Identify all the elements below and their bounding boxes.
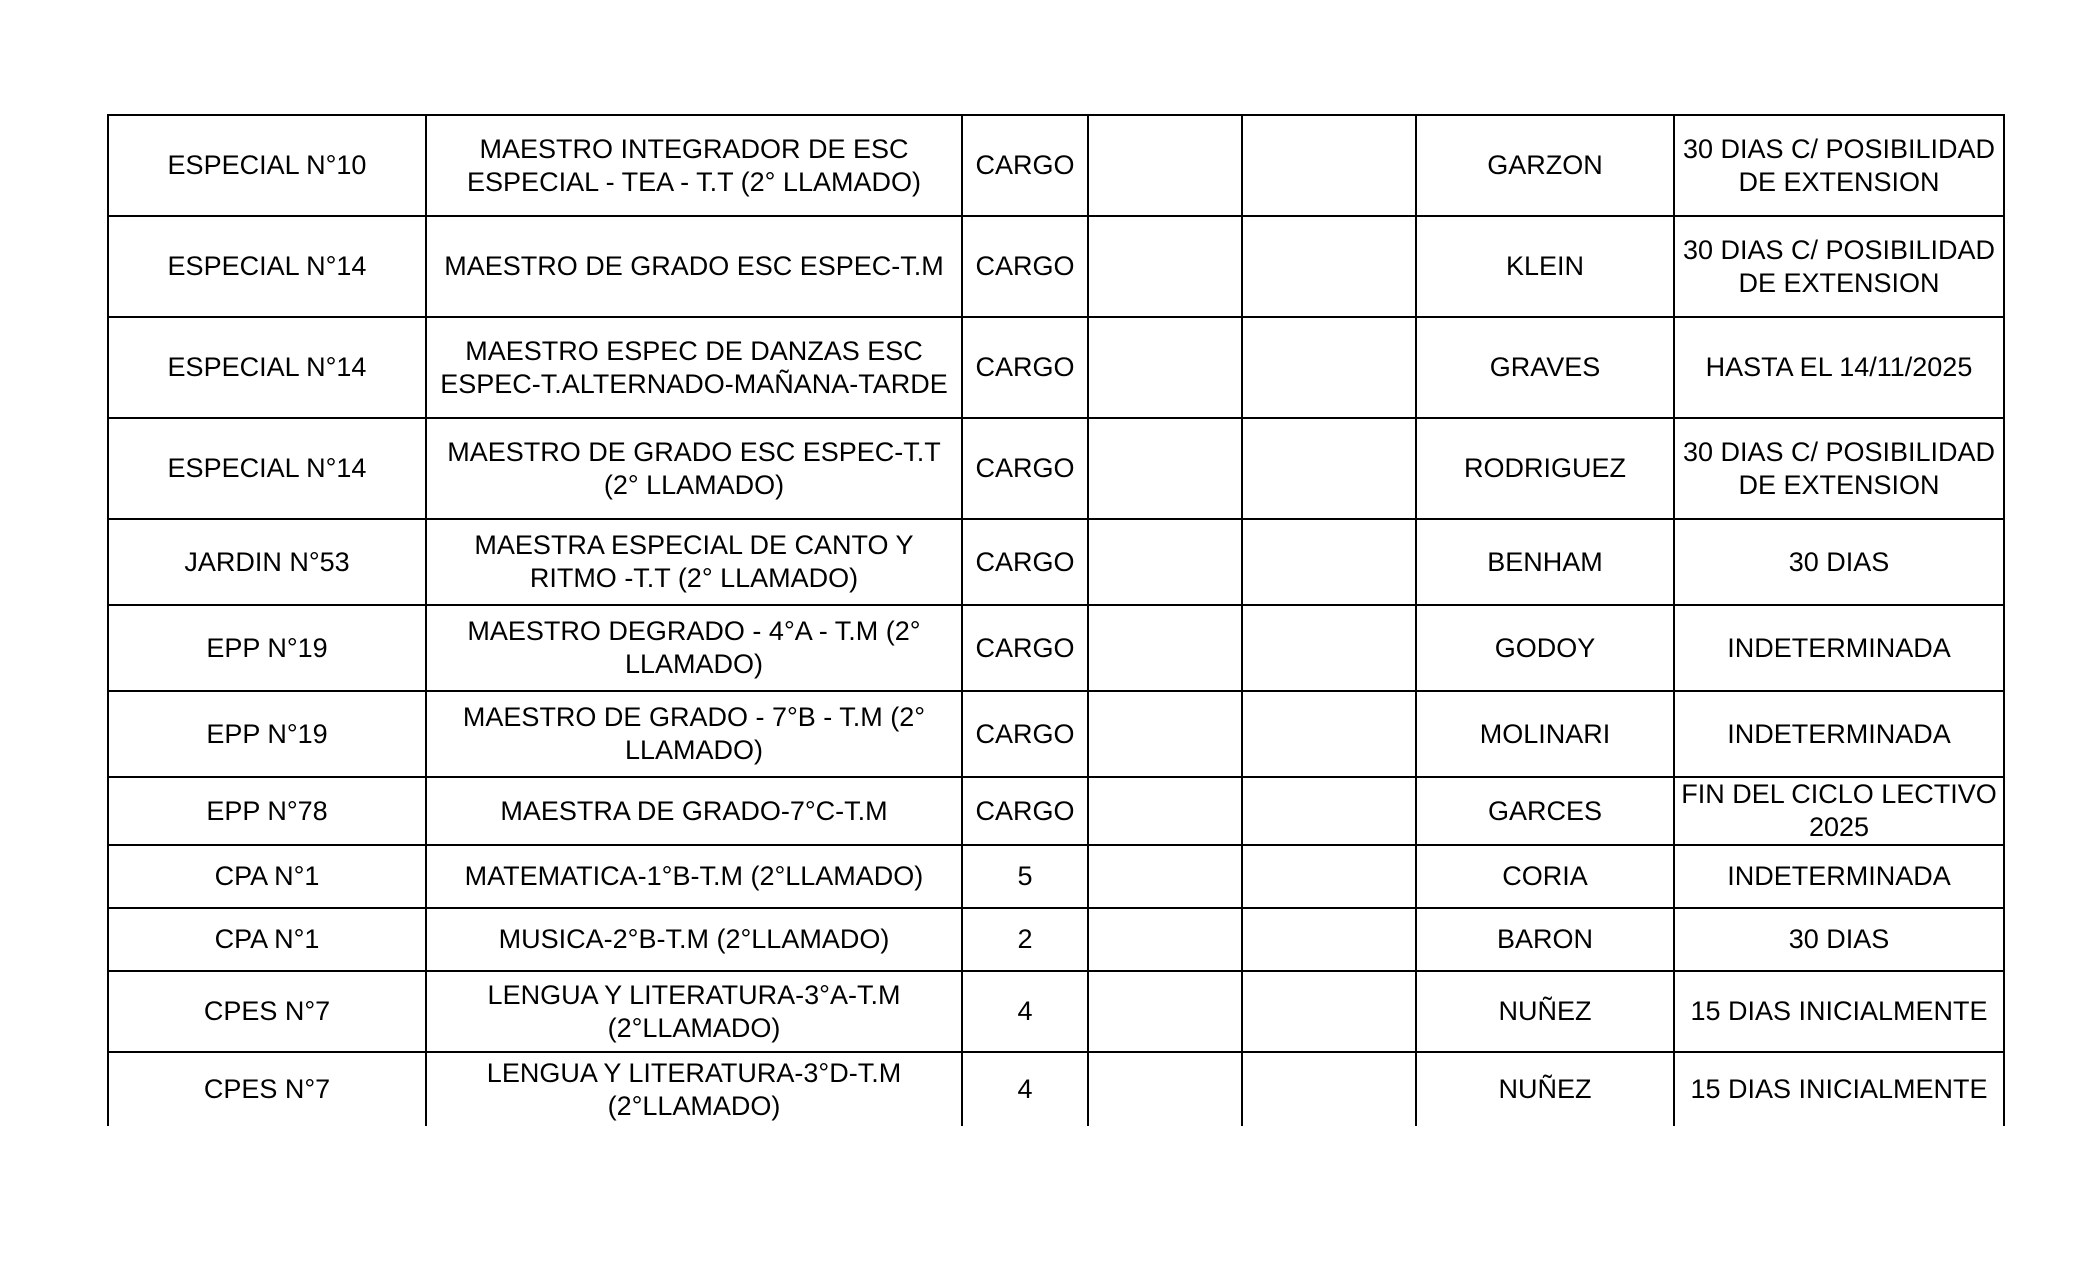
school-cell: EPP N°19	[108, 691, 426, 777]
empty-cell	[1088, 777, 1242, 845]
teacher-cell: CORIA	[1416, 845, 1674, 908]
table-row	[108, 418, 2004, 519]
empty-cell	[1088, 317, 1242, 418]
school-cell: CPES N°7	[108, 1052, 426, 1126]
position-cell: MAESTRO DE GRADO ESC ESPEC-T.M	[426, 216, 962, 317]
duration-cell: 30 DIAS	[1674, 519, 2004, 605]
duration-cell: 30 DIAS C/ POSIBILIDAD DE EXTENSION	[1674, 216, 2004, 317]
table-row	[108, 216, 2004, 317]
table-row	[108, 115, 2004, 216]
empty-cell	[1088, 216, 1242, 317]
empty-cell	[1242, 845, 1416, 908]
school-cell: CPA N°1	[108, 908, 426, 971]
empty-cell	[1242, 605, 1416, 691]
school-cell: CPA N°1	[108, 845, 426, 908]
school-cell: EPP N°78	[108, 777, 426, 845]
table-row	[108, 971, 2004, 1052]
empty-cell	[1088, 605, 1242, 691]
duration-cell: FIN DEL CICLO LECTIVO 2025	[1674, 777, 2004, 845]
teacher-cell: GRAVES	[1416, 317, 1674, 418]
hours-cell: CARGO	[962, 519, 1088, 605]
empty-cell	[1242, 691, 1416, 777]
position-cell: MAESTRO ESPEC DE DANZAS ESC ESPEC-T.ALTERNADO-MAÑANA-TARDE	[426, 317, 962, 418]
duration-cell: INDETERMINADA	[1674, 605, 2004, 691]
school-cell: JARDIN N°53	[108, 519, 426, 605]
table-row	[108, 777, 2004, 845]
hours-cell: CARGO	[962, 115, 1088, 216]
empty-cell	[1242, 519, 1416, 605]
position-cell: MAESTRO DE GRADO - 7°B - T.M (2° LLAMADO)	[426, 691, 962, 777]
school-cell: CPES N°7	[108, 971, 426, 1052]
empty-cell	[1088, 115, 1242, 216]
empty-cell	[1088, 908, 1242, 971]
duration-cell: INDETERMINADA	[1674, 845, 2004, 908]
position-cell: MAESTRO DEGRADO - 4°A - T.M (2° LLAMADO)	[426, 605, 962, 691]
empty-cell	[1242, 317, 1416, 418]
empty-cell	[1242, 777, 1416, 845]
position-cell: MATEMATICA-1°B-T.M (2°LLAMADO)	[426, 845, 962, 908]
teacher-cell: NUÑEZ	[1416, 1052, 1674, 1126]
duration-cell: 30 DIAS C/ POSIBILIDAD DE EXTENSION	[1674, 418, 2004, 519]
school-cell: EPP N°19	[108, 605, 426, 691]
empty-cell	[1242, 1052, 1416, 1126]
table-row	[108, 1052, 2004, 1126]
table-row	[108, 519, 2004, 605]
teacher-cell: GODOY	[1416, 605, 1674, 691]
table-row	[108, 845, 2004, 908]
duration-cell: INDETERMINADA	[1674, 691, 2004, 777]
hours-cell: 2	[962, 908, 1088, 971]
duration-cell: HASTA EL 14/11/2025	[1674, 317, 2004, 418]
teacher-cell: NUÑEZ	[1416, 971, 1674, 1052]
table-row	[108, 691, 2004, 777]
empty-cell	[1242, 908, 1416, 971]
duration-cell: 30 DIAS	[1674, 908, 2004, 971]
school-cell: ESPECIAL N°14	[108, 317, 426, 418]
duration-cell: 30 DIAS C/ POSIBILIDAD DE EXTENSION	[1674, 115, 2004, 216]
empty-cell	[1242, 115, 1416, 216]
empty-cell	[1088, 1052, 1242, 1126]
vacancies-table	[107, 114, 2005, 1126]
position-cell: LENGUA Y LITERATURA-3°A-T.M (2°LLAMADO)	[426, 971, 962, 1052]
table-row	[108, 605, 2004, 691]
teacher-cell: MOLINARI	[1416, 691, 1674, 777]
document-page	[107, 114, 2003, 1126]
school-cell: ESPECIAL N°10	[108, 115, 426, 216]
position-cell: MAESTRA DE GRADO-7°C-T.M	[426, 777, 962, 845]
position-cell: MAESTRO INTEGRADOR DE ESC ESPECIAL - TEA - T.T (2° LLAMADO)	[426, 115, 962, 216]
hours-cell: 5	[962, 845, 1088, 908]
teacher-cell: RODRIGUEZ	[1416, 418, 1674, 519]
empty-cell	[1088, 418, 1242, 519]
hours-cell: CARGO	[962, 418, 1088, 519]
teacher-cell: GARCES	[1416, 777, 1674, 845]
duration-cell: 15 DIAS INICIALMENTE	[1674, 1052, 2004, 1126]
position-cell: MAESTRO DE GRADO ESC ESPEC-T.T (2° LLAMADO)	[426, 418, 962, 519]
hours-cell: CARGO	[962, 605, 1088, 691]
empty-cell	[1088, 971, 1242, 1052]
hours-cell: CARGO	[962, 216, 1088, 317]
school-cell: ESPECIAL N°14	[108, 216, 426, 317]
position-cell: MAESTRA ESPECIAL DE CANTO Y RITMO -T.T (2° LLAMADO)	[426, 519, 962, 605]
duration-cell: 15 DIAS INICIALMENTE	[1674, 971, 2004, 1052]
empty-cell	[1242, 216, 1416, 317]
empty-cell	[1088, 691, 1242, 777]
empty-cell	[1088, 845, 1242, 908]
empty-cell	[1088, 519, 1242, 605]
school-cell: ESPECIAL N°14	[108, 418, 426, 519]
table-row	[108, 908, 2004, 971]
table-row	[108, 317, 2004, 418]
teacher-cell: BENHAM	[1416, 519, 1674, 605]
hours-cell: CARGO	[962, 691, 1088, 777]
hours-cell: 4	[962, 1052, 1088, 1126]
empty-cell	[1242, 418, 1416, 519]
teacher-cell: GARZON	[1416, 115, 1674, 216]
hours-cell: CARGO	[962, 317, 1088, 418]
teacher-cell: BARON	[1416, 908, 1674, 971]
teacher-cell: KLEIN	[1416, 216, 1674, 317]
hours-cell: 4	[962, 971, 1088, 1052]
hours-cell: CARGO	[962, 777, 1088, 845]
empty-cell	[1242, 971, 1416, 1052]
position-cell: MUSICA-2°B-T.M (2°LLAMADO)	[426, 908, 962, 971]
position-cell: LENGUA Y LITERATURA-3°D-T.M (2°LLAMADO)	[426, 1052, 962, 1126]
